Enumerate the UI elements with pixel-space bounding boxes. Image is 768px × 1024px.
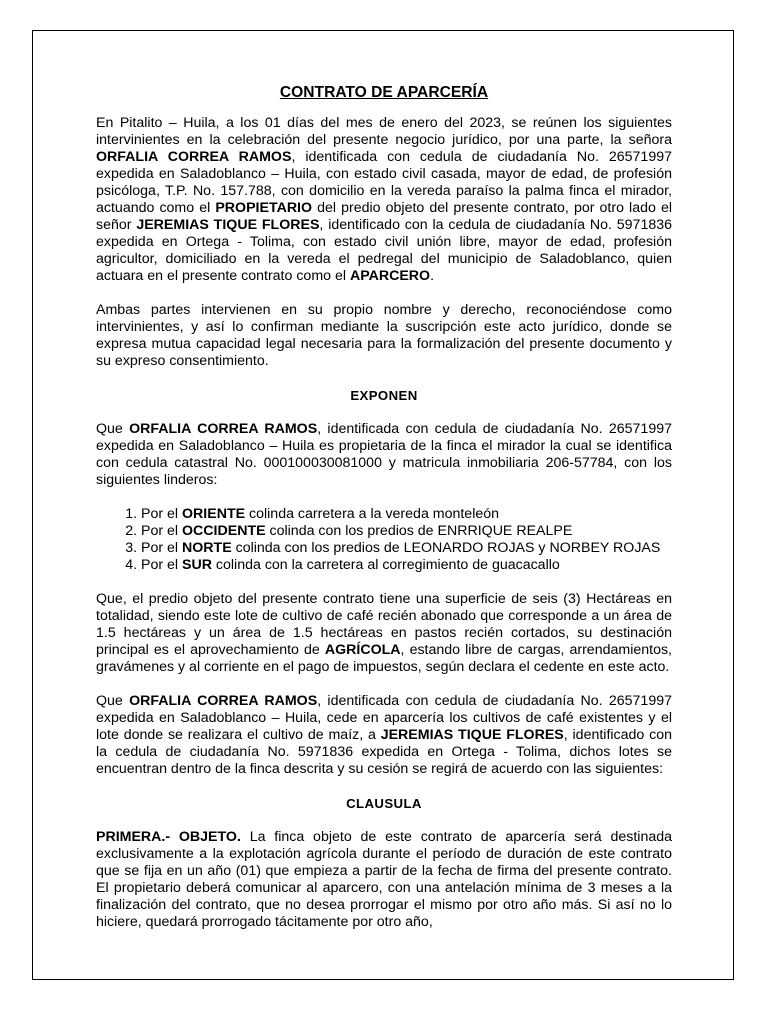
bold-text: ORFALIA CORREA RAMOS [129, 421, 318, 437]
bold-text: SUR [182, 557, 212, 573]
bold-text: NORTE [182, 540, 232, 556]
intro-paragraph: En Pitalito – Huila, a los 01 días del mes de enero del 2023, se reúnen los siguientes intervinientes en la celebración del presente negocio jurídico, por una parte, la señora ORFALIA CORREA RAMOS, identificada con cedula de ciudadanía No. 26571997 expedida en Saladoblanco – Huila, con estado civil casada, mayor de edad, de profesión psicóloga, T.P. No. 157.788, con domicilio en la vereda paraíso la palma finca el mirador, actuando como el PROPIETARIO del predio objeto del presente contrato, por otro lado el señor JEREMIAS TIQUE FLORES, identificado con la cedula de ciudadanía No. 5971836 expedida en Ortega - Tolima, con estado civil unión libre, mayor de edad, profesión agricultor, domiciliado en la vereda el pedregal del municipio de Saladoblanco, quien actuara en el presente contrato como el APARCERO. [96, 115, 673, 284]
boundary-item: 1. Por el ORIENTE colinda carretera a la vereda monteleón [141, 506, 672, 523]
bold-text: ORFALIA CORREA RAMOS [96, 149, 292, 165]
section-heading-exponen: EXPONEN [350, 388, 418, 403]
contract-title: CONTRATO DE APARCERÍA [279, 84, 489, 101]
property-description-paragraph: Que, el predio objeto del presente contrato tiene una superficie de seis (3) Hectáreas en totalidad, siendo este lote de cultivo de café recién abonado que corresponde a un área de 1.5 hectáreas y un área de 1.5 hectáreas en pastos recién cortados, su destinación principal es el aprovechamiento de AGRÍCOLA, estando libre de cargas, arrendamientos, gravámenes y al corriente en el pago de impuestos, según declara el cedente en este acto. [96, 591, 672, 675]
ownership-paragraph: Que ORFALIA CORREA RAMOS, identificada con cedula de ciudadanía No. 26571997 expedida en Saladoblanco – Huila es propietaria de la finca el mirador la cual se identifica con cedula catastral No. 000100030081000 y matricula inmobiliaria 206-57784, con los siguientes linderos: [96, 421, 672, 488]
bold-text: AGRÍCOLA [324, 642, 401, 658]
bold-text: JEREMIAS TIQUE FLORES [380, 727, 564, 743]
boundary-item: 4. Por el SUR colinda con la carretera al corregimiento de guacacallo [141, 557, 672, 574]
cession-paragraph: Que ORFALIA CORREA RAMOS, identificada con cedula de ciudadanía No. 26571997 expedida en Saladoblanco – Huila, cede en aparcería los cultivos de café existentes y el lote donde se realizara el cultivo de maíz, a JEREMIAS TIQUE FLORES, identificado con la cedula de ciudadanía No. 5971836 expedida en Ortega - Tolima, dichos lotes se encuentran dentro de la finca descrita y su cesión se regirá de acuerdo con las siguientes: [96, 693, 672, 777]
bold-text: JEREMIAS TIQUE FLORES [136, 217, 320, 233]
clause-first-paragraph: PRIMERA.- OBJETO. La finca objeto de este contrato de aparcería será destinada exclusivamente a la explotación agrícola durante el período de duración de este contrato que se fija en un año (01) que empieza a partir de la fecha de firma del presente contrato. El propietario deberá comunicar al aparcero, con una antelación mínima de 3 meses a la finalización del contrato, que no desea prorrogar el mismo por otro año más. Si así no lo hiciere, quedará prorrogado tácitamente por otro año, [96, 829, 673, 930]
bold-text: PROPIETARIO [215, 200, 313, 216]
consent-paragraph: Ambas partes intervienen en su propio nombre y derecho, reconociéndose como intervinientes, y así lo confirman mediante la suscripción este acto jurídico, donde se expresa mutua capacidad legal necesaria para la formalización del presente documento y su expreso consentimiento. [96, 302, 672, 369]
bold-text: OCCIDENTE [182, 523, 266, 539]
bold-text: PRIMERA.- OBJETO. [96, 829, 241, 845]
document-page [96, 84, 672, 931]
bold-text: APARCERO [349, 268, 431, 284]
bold-text: ORFALIA CORREA RAMOS [129, 693, 318, 709]
bold-text: ORIENTE [182, 506, 246, 522]
boundary-item: 2. Por el OCCIDENTE colinda con los predios de ENRRIQUE REALPE [141, 523, 672, 540]
boundary-item: 3. Por el NORTE colinda con los predios de LEONARDO ROJAS y NORBEY ROJAS [141, 540, 672, 557]
boundaries-list [96, 506, 672, 574]
section-heading-clausula: CLAUSULA [346, 796, 422, 811]
